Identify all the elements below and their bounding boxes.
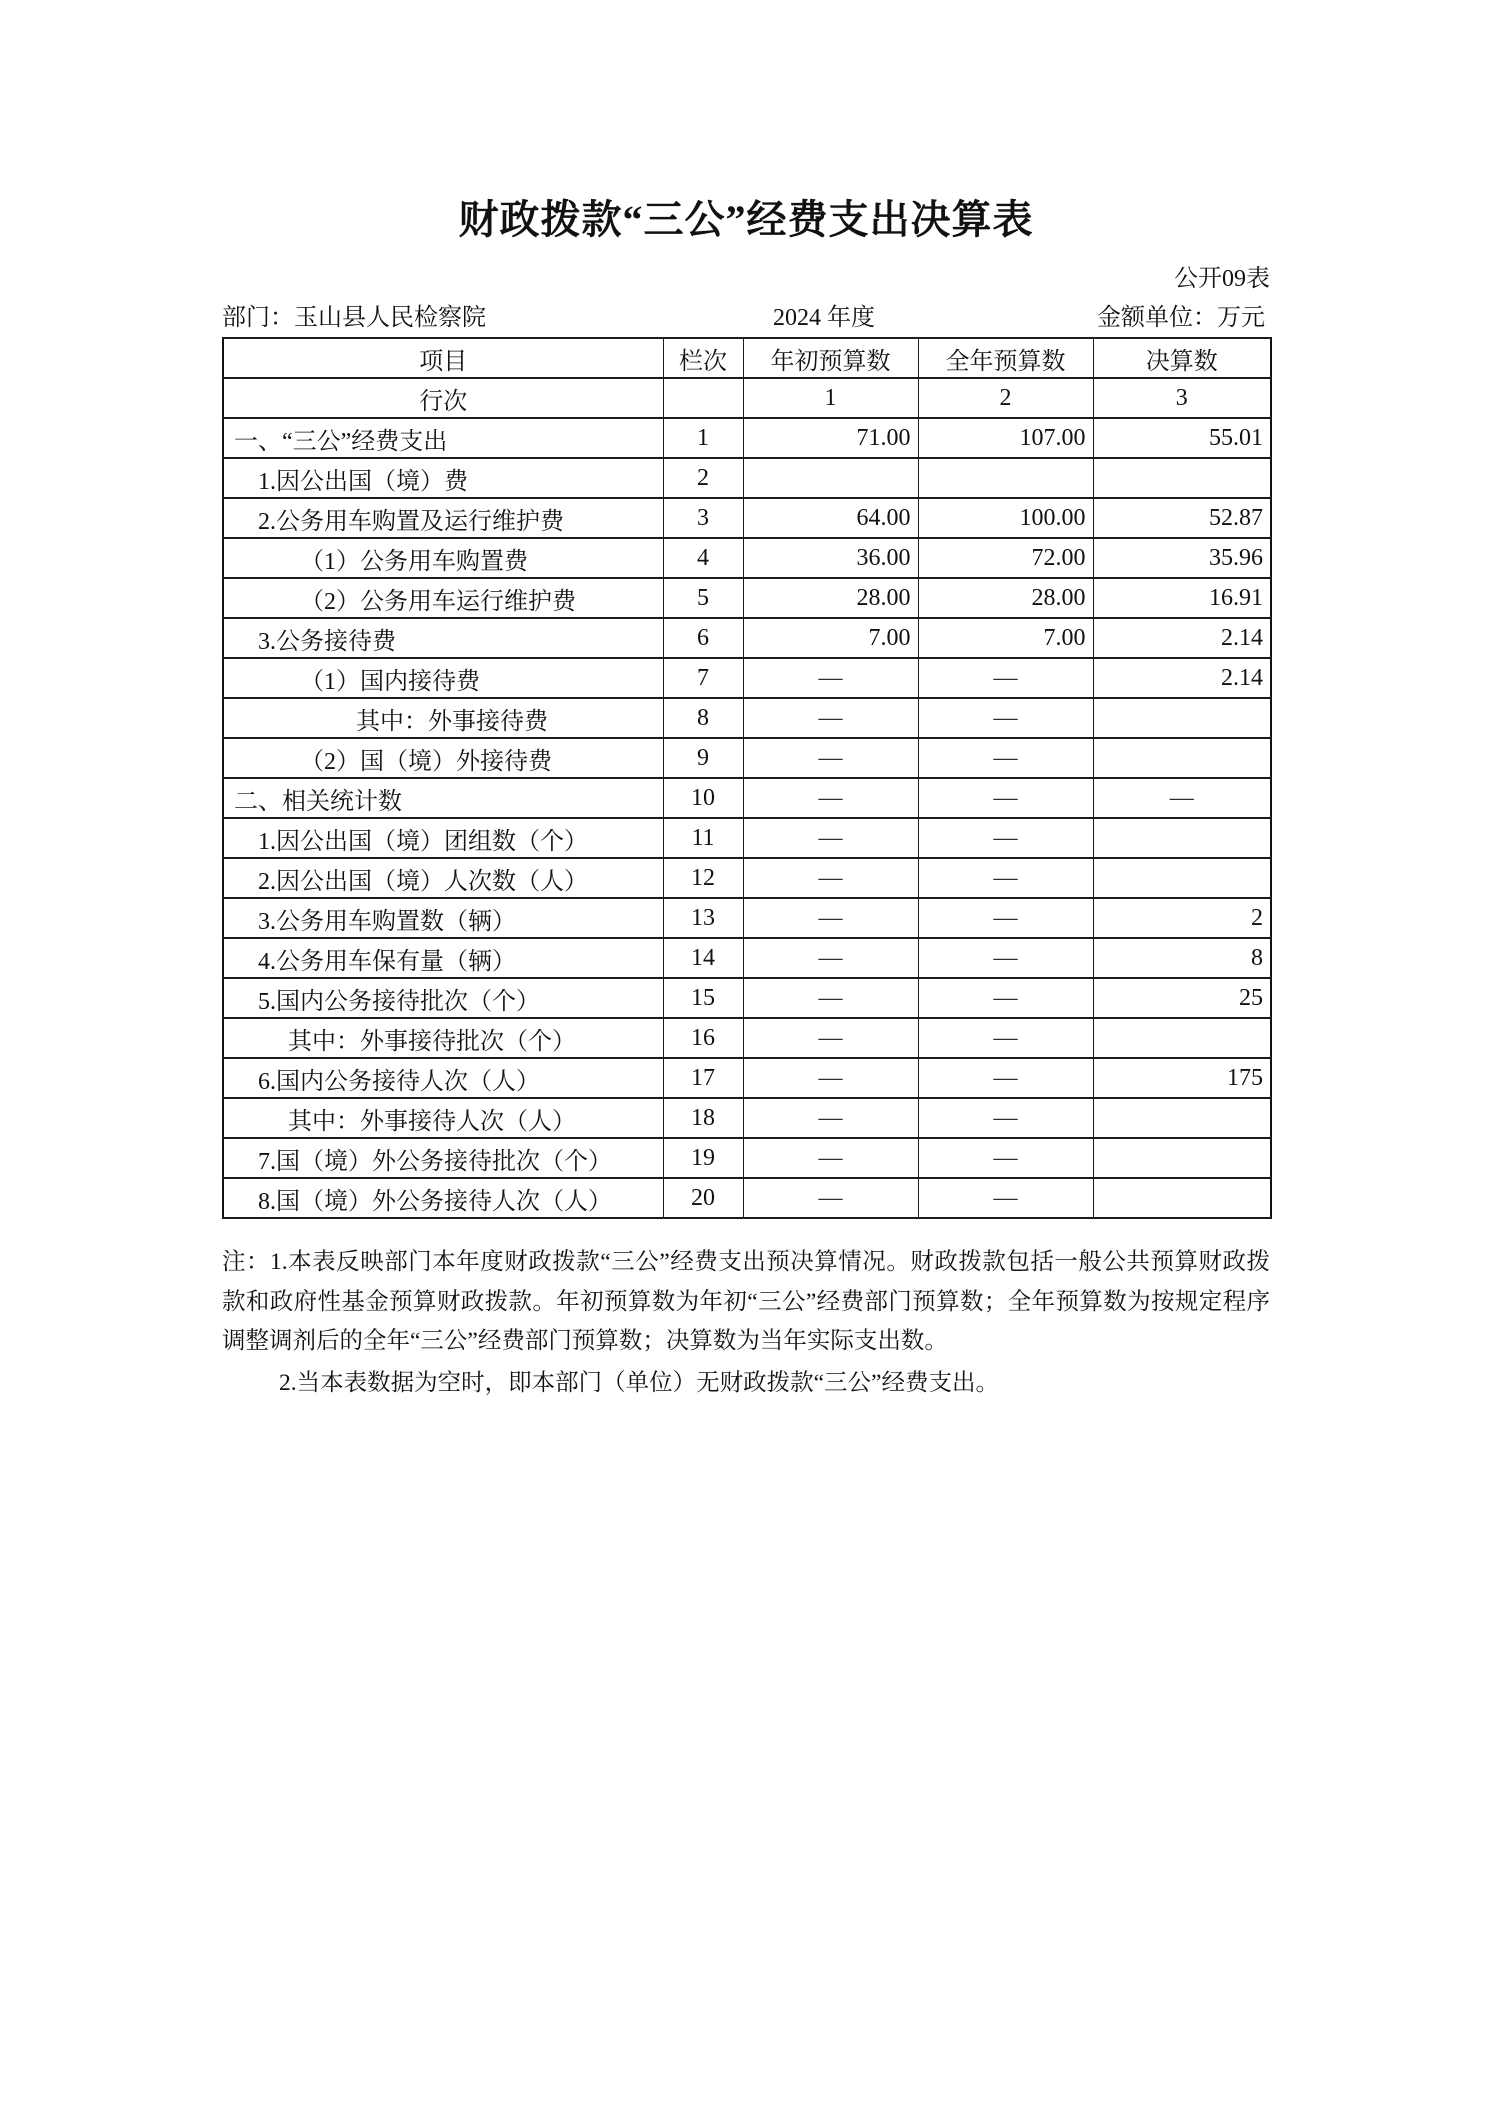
final-accounts-cell: 16.91: [1093, 578, 1271, 618]
item-cell: 2.因公出国（境）人次数（人）: [223, 858, 663, 898]
full-year-budget-cell: —: [918, 938, 1093, 978]
full-year-budget-cell: —: [918, 898, 1093, 938]
final-accounts-cell: 55.01: [1093, 418, 1271, 458]
line-no-cell: 12: [663, 858, 743, 898]
initial-budget-cell: —: [743, 658, 918, 698]
line-no-cell: 1: [663, 418, 743, 458]
line-no-cell: 13: [663, 898, 743, 938]
initial-budget-cell: —: [743, 1018, 918, 1058]
table-row: [223, 778, 1271, 818]
item-cell: 二、相关统计数: [223, 778, 663, 818]
item-cell: 1.因公出国（境）团组数（个）: [223, 818, 663, 858]
item-cell: 3.公务用车购置数（辆）: [223, 898, 663, 938]
line-number-label: 行次: [223, 378, 663, 418]
item-cell: 6.国内公务接待人次（人）: [223, 1058, 663, 1098]
line-number-col1: 1: [743, 378, 918, 418]
footnote-2: 2.当本表数据为空时，即本部门（单位）无财政拨款“三公”经费支出。: [279, 1369, 999, 1396]
item-cell: 3.公务接待费: [223, 618, 663, 658]
amount-unit-label: 金额单位：万元: [1097, 305, 1265, 331]
final-accounts-cell: [1093, 1018, 1271, 1058]
form-code-label: 公开09表: [1174, 266, 1270, 292]
final-accounts-cell: [1093, 1098, 1271, 1138]
full-year-budget-cell: —: [918, 1138, 1093, 1178]
footnotes: [222, 1243, 1270, 1403]
item-cell: 5.国内公务接待批次（个）: [223, 978, 663, 1018]
line-number-row: [223, 378, 1271, 418]
full-year-budget-cell: —: [918, 1178, 1093, 1218]
line-no-cell: 17: [663, 1058, 743, 1098]
initial-budget-cell: —: [743, 858, 918, 898]
item-cell: 2.公务用车购置及运行维护费: [223, 498, 663, 538]
final-accounts-cell: [1093, 738, 1271, 778]
department-label: 部门：玉山县人民检察院: [222, 305, 486, 331]
initial-budget-cell: —: [743, 898, 918, 938]
final-accounts-cell: 8: [1093, 938, 1271, 978]
line-no-cell: 7: [663, 658, 743, 698]
initial-budget-cell: —: [743, 978, 918, 1018]
final-accounts-cell: 175: [1093, 1058, 1271, 1098]
initial-budget-cell: —: [743, 698, 918, 738]
initial-budget-cell: 36.00: [743, 538, 918, 578]
table-row: [223, 658, 1271, 698]
item-cell: 1.因公出国（境）费: [223, 458, 663, 498]
table-row: [223, 1058, 1271, 1098]
full-year-budget-cell: —: [918, 698, 1093, 738]
full-year-budget-cell: 72.00: [918, 538, 1093, 578]
final-accounts-cell: 25: [1093, 978, 1271, 1018]
table-row: [223, 1098, 1271, 1138]
table-row: [223, 938, 1271, 978]
full-year-budget-cell: —: [918, 1098, 1093, 1138]
final-accounts-cell: [1093, 858, 1271, 898]
table-row: [223, 738, 1271, 778]
item-cell: （1）国内接待费: [223, 658, 663, 698]
final-accounts-cell: 2.14: [1093, 618, 1271, 658]
table-row: [223, 1138, 1271, 1178]
line-number-col2: 2: [918, 378, 1093, 418]
final-accounts-cell: 35.96: [1093, 538, 1271, 578]
line-no-cell: 19: [663, 1138, 743, 1178]
column-header-full-year-budget: 全年预算数: [918, 338, 1093, 378]
line-no-cell: 20: [663, 1178, 743, 1218]
full-year-budget-cell: —: [918, 658, 1093, 698]
table-row: [223, 538, 1271, 578]
final-accounts-cell: [1093, 458, 1271, 498]
table-row: [223, 898, 1271, 938]
table-row: [223, 1018, 1271, 1058]
item-cell: 4.公务用车保有量（辆）: [223, 938, 663, 978]
initial-budget-cell: [743, 458, 918, 498]
full-year-budget-cell: 100.00: [918, 498, 1093, 538]
final-accounts-cell: [1093, 1138, 1271, 1178]
initial-budget-cell: —: [743, 1178, 918, 1218]
table-row: [223, 858, 1271, 898]
line-no-cell: 11: [663, 818, 743, 858]
table-body: [223, 418, 1271, 1218]
full-year-budget-cell: —: [918, 738, 1093, 778]
fiscal-year-label: 2024 年度: [773, 305, 875, 331]
table-row: [223, 458, 1271, 498]
line-no-cell: 18: [663, 1098, 743, 1138]
initial-budget-cell: 71.00: [743, 418, 918, 458]
initial-budget-cell: 28.00: [743, 578, 918, 618]
line-no-cell: 16: [663, 1018, 743, 1058]
initial-budget-cell: —: [743, 1138, 918, 1178]
line-no-cell: 2: [663, 458, 743, 498]
initial-budget-cell: —: [743, 738, 918, 778]
line-no-cell: 8: [663, 698, 743, 738]
full-year-budget-cell: —: [918, 818, 1093, 858]
table-row: [223, 818, 1271, 858]
final-accounts-cell: 2.14: [1093, 658, 1271, 698]
page-title: 财政拨款“三公”经费支出决算表: [458, 197, 1034, 242]
item-cell: 8.国（境）外公务接待人次（人）: [223, 1178, 663, 1218]
three-public-expense-table: [222, 337, 1272, 1219]
line-no-cell: 10: [663, 778, 743, 818]
final-accounts-cell: [1093, 1178, 1271, 1218]
line-number-col3: 3: [1093, 378, 1271, 418]
line-number-blank-cell: [663, 378, 743, 418]
final-accounts-cell: [1093, 818, 1271, 858]
line-no-cell: 15: [663, 978, 743, 1018]
final-accounts-cell: —: [1093, 778, 1271, 818]
column-header-column-no: 栏次: [663, 338, 743, 378]
item-cell: 一、“三公”经费支出: [223, 418, 663, 458]
line-no-cell: 4: [663, 538, 743, 578]
item-cell: 其中：外事接待费: [223, 698, 663, 738]
final-accounts-cell: 52.87: [1093, 498, 1271, 538]
table-row: [223, 978, 1271, 1018]
initial-budget-cell: 7.00: [743, 618, 918, 658]
final-accounts-cell: 2: [1093, 898, 1271, 938]
item-cell: 其中：外事接待批次（个）: [223, 1018, 663, 1058]
table-row: [223, 418, 1271, 458]
line-no-cell: 5: [663, 578, 743, 618]
initial-budget-cell: —: [743, 1098, 918, 1138]
table-row: [223, 698, 1271, 738]
full-year-budget-cell: —: [918, 778, 1093, 818]
full-year-budget-cell: —: [918, 1058, 1093, 1098]
full-year-budget-cell: 107.00: [918, 418, 1093, 458]
initial-budget-cell: —: [743, 778, 918, 818]
column-header-item: 项目: [223, 338, 663, 378]
full-year-budget-cell: 7.00: [918, 618, 1093, 658]
line-no-cell: 3: [663, 498, 743, 538]
full-year-budget-cell: —: [918, 978, 1093, 1018]
column-header-final-accounts: 决算数: [1093, 338, 1271, 378]
line-no-cell: 14: [663, 938, 743, 978]
table-row: [223, 578, 1271, 618]
item-cell: 7.国（境）外公务接待批次（个）: [223, 1138, 663, 1178]
table-info-row: [222, 297, 1270, 329]
full-year-budget-cell: —: [918, 858, 1093, 898]
table-row: [223, 618, 1271, 658]
item-cell: （2）国（境）外接待费: [223, 738, 663, 778]
table-row: [223, 498, 1271, 538]
full-year-budget-cell: 28.00: [918, 578, 1093, 618]
initial-budget-cell: —: [743, 938, 918, 978]
line-no-cell: 6: [663, 618, 743, 658]
footnote-1: 注：1.本表反映部门本年度财政拨款“三公”经费支出预决算情况。财政拨款包括一般公共预算财政拨款和政府性基金预算财政拨款。年初预算数为年初“三公”经费部门预算数；全年预算数为按规定程序调整调剂后的全年“三公”经费部门预算数；决算数为当年实际支出数。: [222, 1249, 1270, 1354]
table-row: [223, 1178, 1271, 1218]
item-cell: （2）公务用车运行维护费: [223, 578, 663, 618]
initial-budget-cell: —: [743, 1058, 918, 1098]
full-year-budget-cell: —: [918, 1018, 1093, 1058]
line-no-cell: 9: [663, 738, 743, 778]
column-header-initial-budget: 年初预算数: [743, 338, 918, 378]
initial-budget-cell: —: [743, 818, 918, 858]
final-accounts-cell: [1093, 698, 1271, 738]
item-cell: （1）公务用车购置费: [223, 538, 663, 578]
item-cell: 其中：外事接待人次（人）: [223, 1098, 663, 1138]
full-year-budget-cell: [918, 458, 1093, 498]
table-header-row: [223, 338, 1271, 378]
initial-budget-cell: 64.00: [743, 498, 918, 538]
